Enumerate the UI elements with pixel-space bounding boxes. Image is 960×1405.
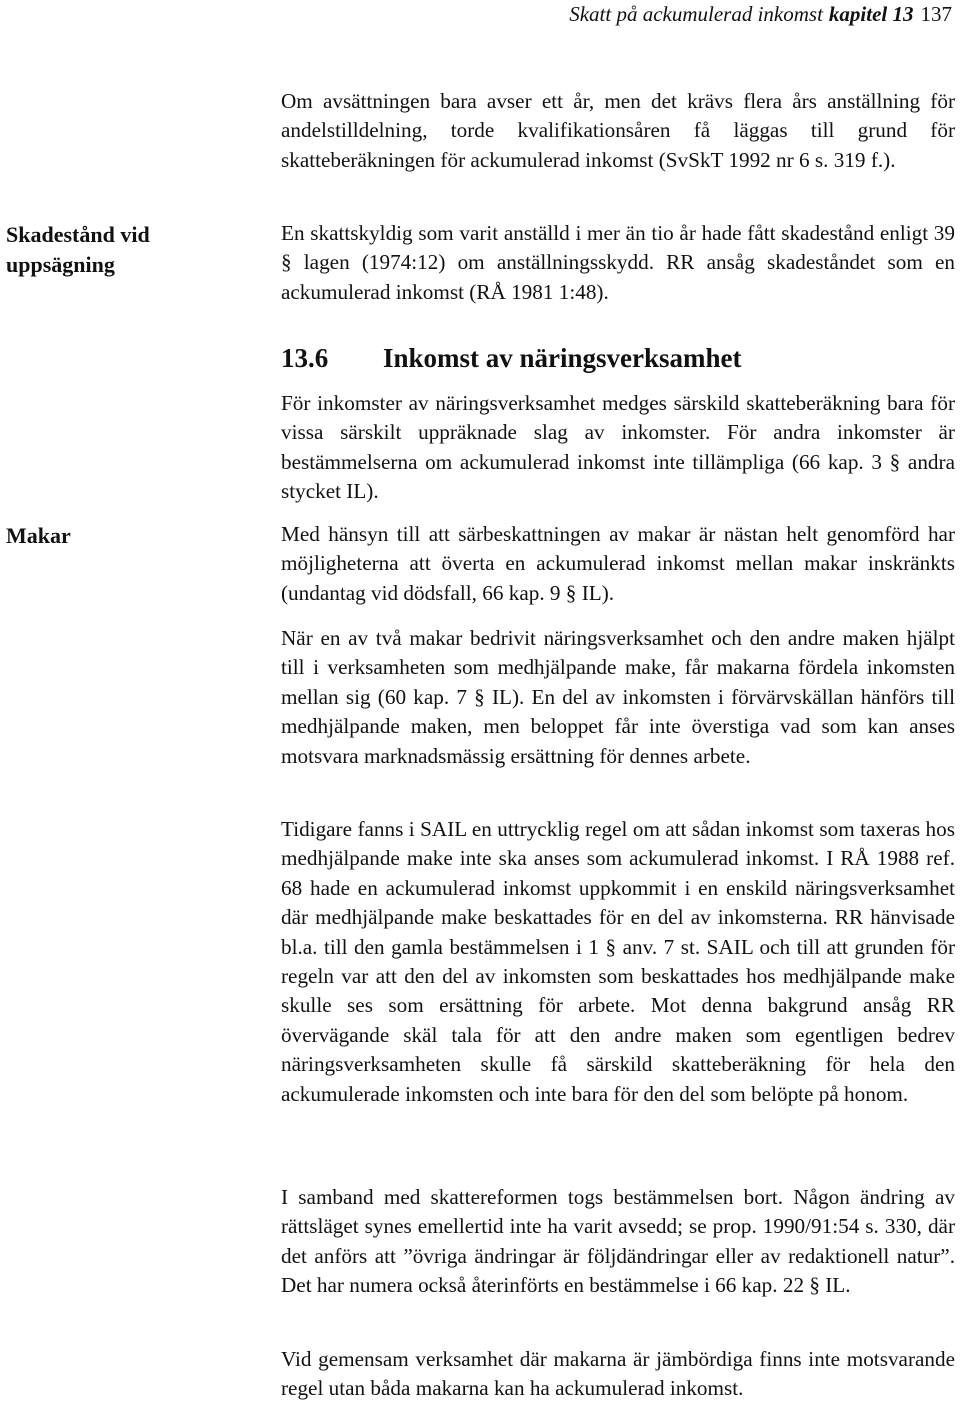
margin-note-makar: Makar — [6, 523, 71, 548]
paragraph-skadestand: En skattskyldig som varit anställd i mer än tio år hade fått skadestånd enligt 39 § lagen (1974:12) om anställningsskydd. RR ansåg skadeståndet som en ackumulerad inkomst (RÅ 1981 1:48). — [281, 221, 955, 304]
paragraph-sail: Tidigare fanns i SAIL en uttrycklig regel om att sådan inkomst som taxeras hos medhjälpande make inte ska anses som ackumulerad inkomst. I RÅ 1988 ref. 68 hade en ackumulerad inkomst uppkommit i en enskild näringsverksamhet där medhjälpande make beskattades för en del av inkomsterna. RR hänvisade bl.a. till den gamla bestämmelsen i 1 § anv. 7 st. SAIL och till att grunden för regeln var att den del av inkomsten som beskattades hos medhjälpande make skulle ses som ersättning för arbete. Mot denna bakgrund ansåg RR övervägande skäl tala för att den andre maken som egentligen bedrev näringsverksamheten skulle få särskild skatteberäkning för hela den ackumulerade inkomsten och inte bara för den del som belöpte på honom. — [281, 817, 955, 1106]
paragraph-sarbeskattning: Med hänsyn till att särbeskattningen av makar är nästan helt genomförd har möjligheterna att överta en ackumulerad inkomst mellan makar inskränkts (undantag vid dödsfall, 66 kap. 9 § IL). — [281, 522, 955, 605]
paragraph-naringsverksamhet: För inkomster av näringsverksamhet medges särskild skatteberäkning bara för vissa särskilt uppräknade slag av inkomster. För andra inkomster är bestämmelserna om ackumulerad inkomst inte tillämpliga (66 kap. 3 § andra stycket IL). — [281, 391, 955, 504]
paragraph-skattereformen: I samband med skattereformen togs bestämmelsen bort. Någon ändring av rättsläget synes emellertid inte ha varit avsedd; se prop. 1990/91:54 s. 330, där det anförs att ”övriga ändringar är följdändringar eller av redaktionell natur”. Det har numera också återinförts en bestämmelse i 66 kap. 22 § IL. — [281, 1185, 955, 1298]
margin-note-skadestand: Skadestånd vid uppsägning — [6, 222, 150, 277]
chapter-label: kapitel 13 — [828, 1, 914, 26]
running-title: Skatt på ackumulerad inkomst — [569, 1, 823, 26]
running-header — [0, 0, 960, 28]
page-number: 137 — [920, 1, 952, 26]
section-title: Inkomst av näringsverksamhet — [383, 343, 742, 373]
section-heading — [281, 342, 742, 374]
paragraph-medhjalpande-make: När en av två makar bedrivit näringsverksamhet och den andre maken hjälpt till i verksamheten som medhjälpande make, får makarna fördela inkomsten mellan sig (60 kap. 7 § IL). En del av inkomsten i förvärvskällan hänförs till medhjälpande maken, men beloppet får inte överstiga vad som kan anses motsvara marknadsmässig ersättning för dennes arbete. — [281, 626, 955, 768]
paragraph-kvalifikationsar: Om avsättningen bara avser ett år, men det krävs flera års anställning för andelstilldelning, torde kvalifikationsåren få läggas till grund för skatteberäkningen för ackumulerad inkomst (SvSkT 1992 nr 6 s. 319 f.). — [281, 89, 955, 172]
section-number: 13.6 — [281, 343, 329, 373]
paragraph-gemensam-verksamhet: Vid gemensam verksamhet där makarna är jämbördiga finns inte motsvarande regel utan båda makarna kan ha ackumulerad inkomst. — [281, 1347, 955, 1401]
